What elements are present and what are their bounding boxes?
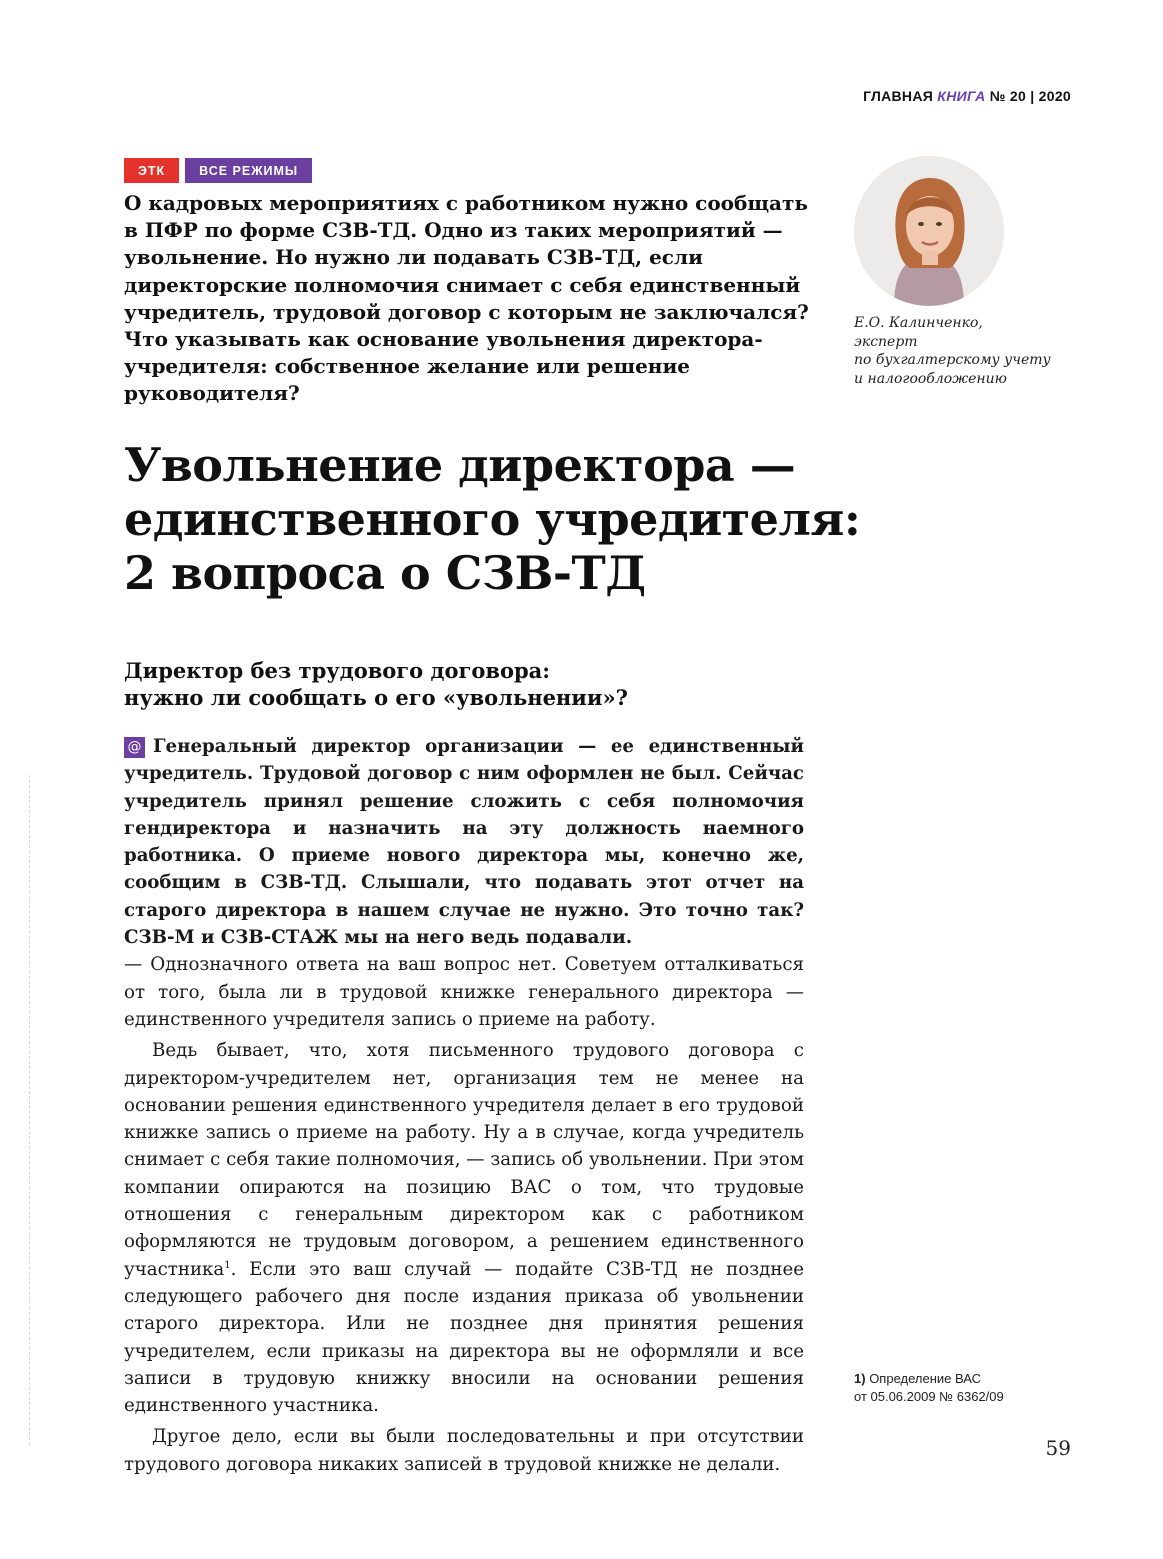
author-role-line2: по бухгалтерскому учету <box>854 352 1051 368</box>
article-body <box>124 733 804 1478</box>
article-lead: О кадровых мероприятиях с работником нужно сообщать в ПФР по форме СЗВ-ТД. Одно из таких мероприятий — увольнение. Но нужно ли подавать СЗВ-ТД, если директорские полномочия снимает с себя единственный учредитель, трудовой договор с которым не заключался? Что указывать как основание увольнения директора-учредителя: собственное желание или решение руководителя? <box>124 191 809 406</box>
author-role-line1: эксперт <box>854 333 918 350</box>
email-question-icon: @ <box>124 737 145 758</box>
footnote-marker: 1) <box>854 1371 866 1386</box>
subtitle-line2: нужно ли сообщать о его «увольнении»? <box>124 685 628 710</box>
footnote <box>854 1370 1074 1406</box>
title-line1: Увольнение директора — <box>124 438 796 492</box>
author-role-line3: и налогообложению <box>854 370 1007 387</box>
page-number: 59 <box>1045 1436 1071 1460</box>
footnote-line1: Определение ВАС <box>869 1371 982 1386</box>
margin-guide <box>29 775 31 1445</box>
title-line2: единственного учредителя: <box>124 492 861 546</box>
magazine-name-part1: ГЛАВНАЯ <box>863 88 934 104</box>
author-name: Е.О. Калинченко, <box>854 315 983 331</box>
body-paragraph-3: Другое дело, если вы были последовательны и при отсутствии трудового договора никаких записей в трудовой книжке не делали. <box>124 1426 804 1475</box>
footnote-line2: от 05.06.2009 № 6362/09 <box>854 1389 1004 1404</box>
paragraph-2-text-a: Ведь бывает, что, хотя письменного трудового договора с директором-учредителем нет, организация тем не менее на основании решения единственного учредителя делает в его трудовой книжке запись о приеме на работу. Ну а в случае, когда учредитель снимает с себя такие полномочия, — запись об увольнении. При этом компании опираются на позицию ВАС о том, что трудовые отношения с генеральным директором как с работником оформляются не трудовым договором, а решением единственного участника <box>124 1040 804 1280</box>
paragraph-2-text-b: . Если это ваш случай — подайте СЗВ-ТД не позднее следующего рабочего дня после издания приказа об увольнении старого директора. Или не позднее дня принятия решения учредителем, если приказы на директора вы не оформляли и все записи в трудовую книжку вносили на основании решения единственного участника. <box>124 1258 804 1417</box>
article-title <box>124 438 924 600</box>
body-paragraph-2 <box>124 1037 804 1419</box>
title-line3: 2 вопроса о СЗВ-ТД <box>124 546 646 600</box>
section-heading <box>124 657 824 711</box>
magazine-name-part2: КНИГА <box>937 88 986 104</box>
reader-question <box>124 733 804 951</box>
tag-etk[interactable]: ЭТК <box>124 158 179 183</box>
magazine-header <box>863 88 1071 104</box>
answer-paragraph: — Однозначного ответа на ваш вопрос нет. Советуем отталкиваться от того, была ли в трудовой книжке генерального директора — единственного учредителя запись о приеме на работу. <box>124 954 804 1030</box>
author-caption <box>854 314 1094 388</box>
author-photo <box>854 156 1004 306</box>
footnote-ref[interactable]: 1 <box>224 1259 231 1271</box>
question-text: Генеральный директор организации — ее единственный учредитель. Трудовой договор с ним оформлен не был. Сейчас учредитель принял решение сложить с себя полномочия гендиректора и назначить на эту должность наемного работника. О приеме нового директора мы, конечно же, сообщим в СЗВ-ТД. Слышали, что подавать этот отчет на старого директора в нашем случае не нужно. Это точно так? СЗВ-М и СЗВ-СТАЖ мы на него ведь подавали. <box>124 736 804 949</box>
rubric-tags <box>124 158 312 183</box>
subtitle-line1: Директор без трудового договора: <box>124 658 550 683</box>
issue-number: № 20 | 2020 <box>989 88 1071 104</box>
tag-all-regimes[interactable]: ВСЕ РЕЖИМЫ <box>185 158 312 183</box>
author-portrait-icon <box>854 156 1004 306</box>
